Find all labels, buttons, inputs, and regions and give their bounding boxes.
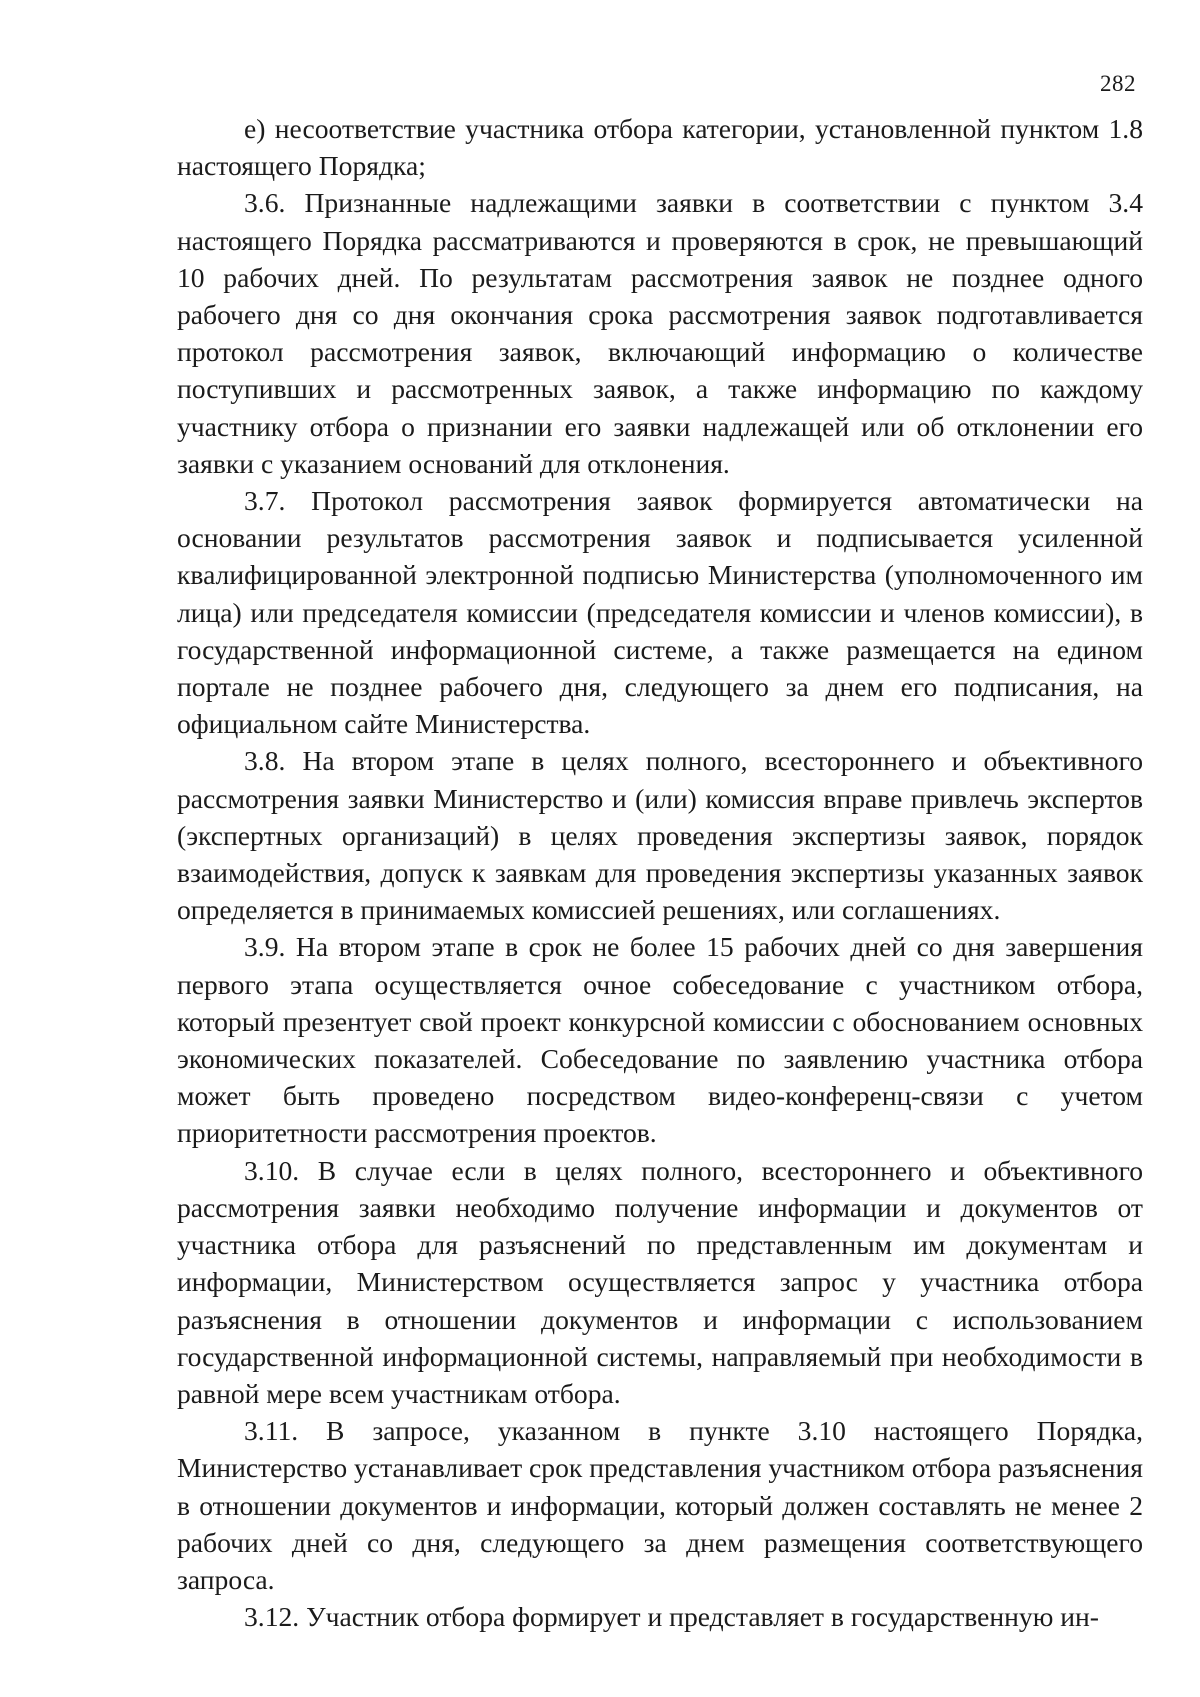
paragraph-3-7: 3.7. Протокол рассмотрения заявок формируется автоматически на основании результатов рассмотрения заявок и подписывается усиленной квалифицированной электронной подписью Министерства (уполномоченного им лица) или председателя комиссии (председателя комиссии и членов комиссии), в государственной информационной системе, а также размещается на едином портале не позднее рабочего дня, следующего за днем его подписания, на официальном сайте Министерства. (177, 485, 1143, 740)
paragraph-3-8: 3.8. На втором этапе в целях полного, всестороннего и объективного рассмотрения заявки Министерство и (или) комиссия вправе привлечь экспертов (экспертных организаций) в целях проведения экспертизы заявок, порядок взаимодействия, допуск к заявкам для проведения экспертизы указанных заявок определяется в принимаемых комиссией решениях, или соглашениях. (177, 745, 1143, 926)
paragraph-item-e: е) несоответствие участника отбора категории, установленной пунктом 1.8 настоящего Порядка; (177, 113, 1143, 182)
document-body (177, 110, 1143, 1635)
paragraph-3-10: 3.10. В случае если в целях полного, всестороннего и объективного рассмотрения заявки необходимо получение информации и документов от участника отбора для разъяснений по представленным им документам и информации, Министерством осуществляется запрос у участника отбора разъяснения в отношении документов и информации с использованием государственной информационной системы, направляемый при необходимости в равной мере всем участникам отбора. (177, 1154, 1143, 1409)
paragraph-3-11: 3.11. В запросе, указанном в пункте 3.10 настоящего Порядка, Министерство устанавливает срок представления участником отбора разъяснения в отношении документов и информации, который должен составлять не менее 2 рабочих дней со дня, следующего за днем размещения соответствующего запроса. (177, 1415, 1143, 1595)
page-number: 282 (1100, 71, 1136, 96)
paragraph-3-6: 3.6. Признанные надлежащими заявки в соответствии с пунктом 3.4 настоящего Порядка рассматриваются и проверяются в срок, не превышающий 10 рабочих дней. По результатам рассмотрения заявок не позднее одного рабочего дня со дня окончания срока рассмотрения заявок подготавливается протокол рассмотрения заявок, включающий информацию о количестве поступивших и рассмотренных заявок, а также информацию по каждому участнику отбора о признании его заявки надлежащей или об отклонении его заявки с указанием оснований для отклонения. (177, 187, 1143, 479)
paragraph-3-12: 3.12. Участник отбора формирует и представляет в государственную ин- (244, 1601, 1099, 1633)
paragraph-3-9: 3.9. На втором этапе в срок не более 15 рабочих дней со дня завершения первого этапа осуществляется очное собеседование с участником отбора, который презентует свой проект конкурсной комиссии с обоснованием основных экономических показателей. Собеседование по заявлению участника отбора может быть проведено посредством видео-конференц-связи с учетом приоритетности рассмотрения проектов. (177, 931, 1143, 1149)
